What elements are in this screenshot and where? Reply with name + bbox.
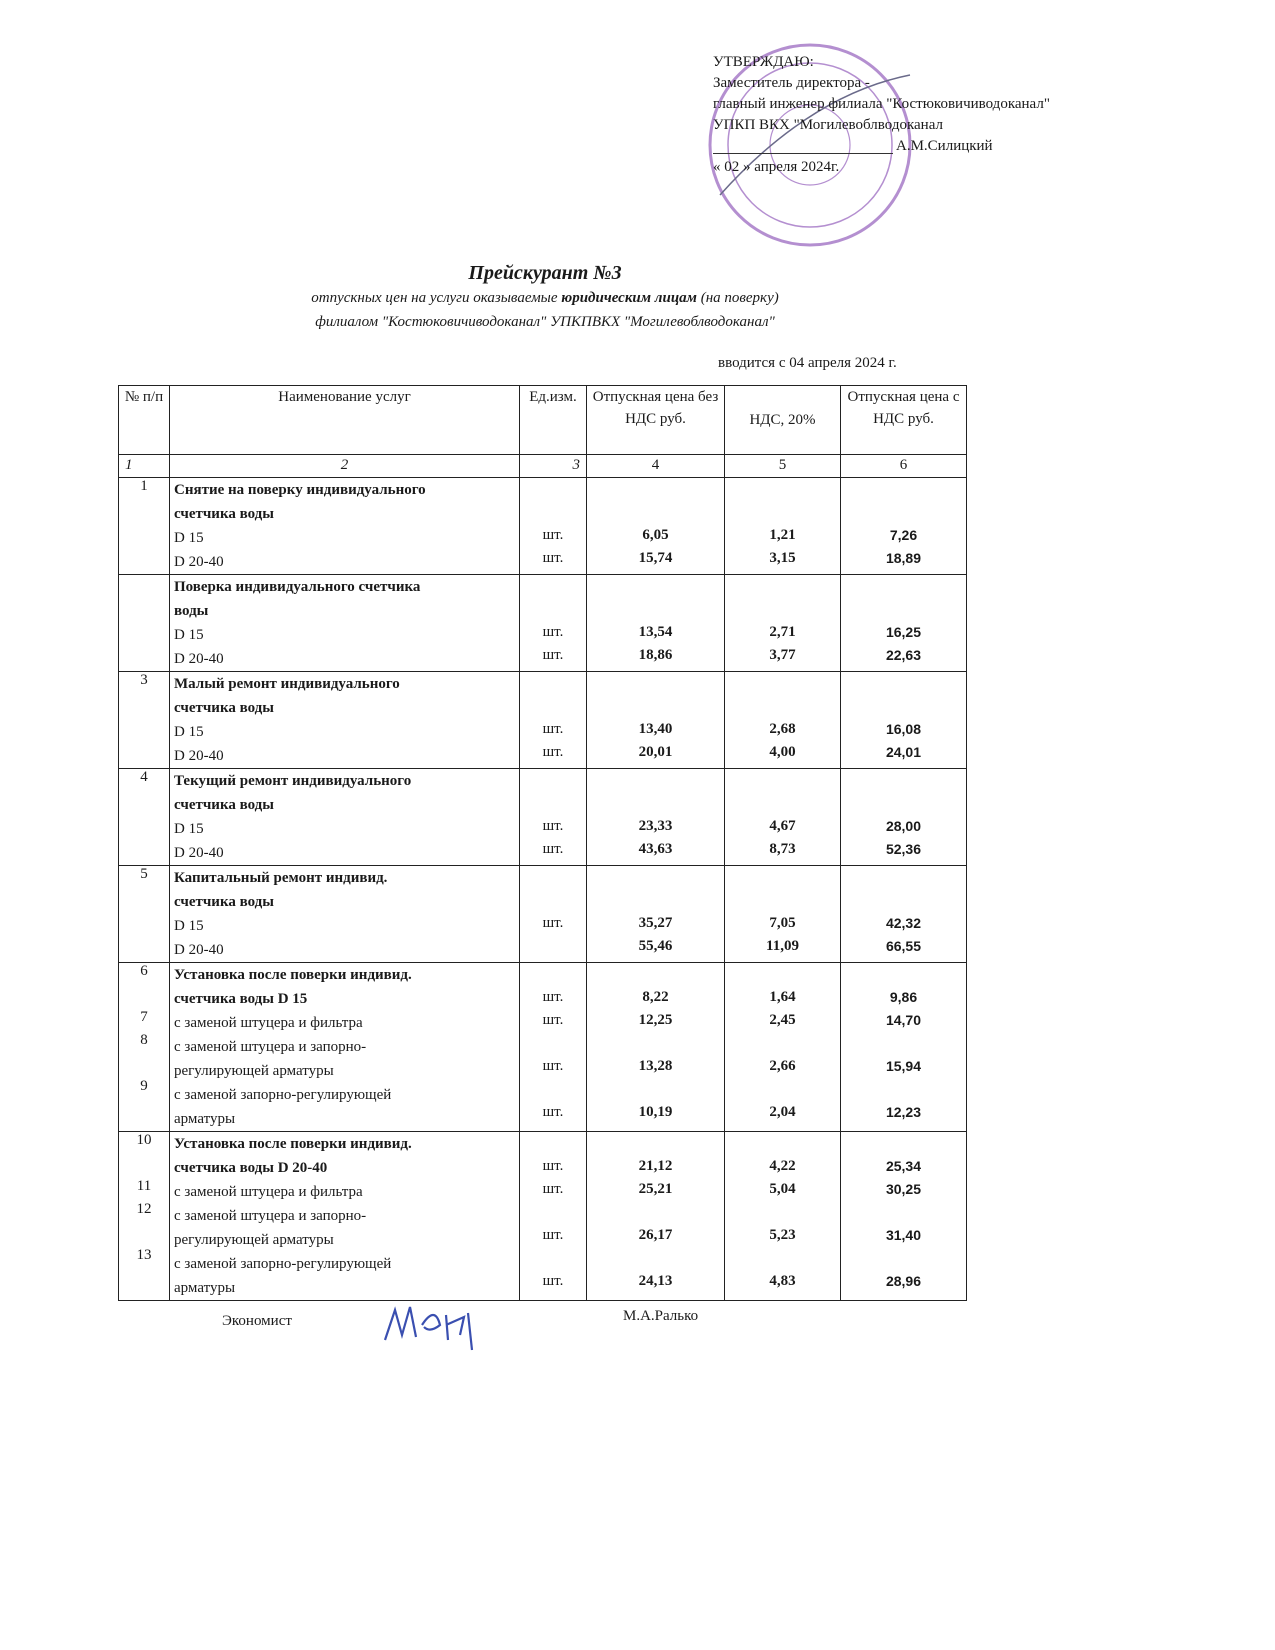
vat-amount-line: 2,71 (769, 624, 796, 640)
price-with-vat-line: 28,96 (885, 1273, 922, 1289)
price-with-vat-line (845, 1078, 962, 1101)
service-name-line: счетчика воды (174, 506, 274, 522)
vat-amount-line: 5,04 (769, 1181, 796, 1197)
vat-amount-line (729, 1032, 836, 1055)
vat-amount-line: 2,45 (769, 1012, 796, 1028)
vat-amount-line: 2,04 (769, 1104, 796, 1120)
row-number-line (123, 986, 165, 1009)
approval-signature-line (713, 136, 1183, 157)
price-without-vat (587, 1132, 725, 1301)
row-number-line: 3 (140, 672, 148, 688)
approval-position: Заместитель директора - (713, 75, 870, 91)
price-without-vat (587, 575, 725, 672)
service-name-line: с заменой запорно-регулирующей (174, 1087, 392, 1103)
table-row (119, 672, 967, 769)
service-name-line: Текущий ремонт индивидуального (174, 773, 412, 789)
unit-line (524, 866, 582, 889)
vat-amount-line: 8,73 (769, 841, 796, 857)
price-without-vat-line (591, 598, 720, 621)
vat-amount-line (729, 598, 836, 621)
price-without-vat-line (591, 672, 720, 695)
unit-line (524, 935, 582, 958)
unit-line: шт. (542, 915, 564, 931)
price-without-vat-line (591, 792, 720, 815)
row-number (119, 769, 170, 866)
vat-amount-line: 4,83 (769, 1273, 796, 1289)
price-with-vat-line (845, 792, 962, 815)
price-with-vat (841, 866, 967, 963)
price-with-vat-line (845, 1201, 962, 1224)
row-number-line: 8 (140, 1032, 148, 1048)
unit-line (524, 769, 582, 792)
unit-line: шт. (542, 647, 564, 663)
header-unit: Ед.изм. (520, 386, 587, 455)
vat-amount-line (729, 889, 836, 912)
row-number-line (123, 1155, 165, 1178)
unit-line (524, 1132, 582, 1155)
vat-amount-line (729, 695, 836, 718)
price-without-vat-line (591, 501, 720, 524)
service-name-line: D 15 (174, 821, 204, 837)
price-without-vat-line: 20,01 (638, 744, 673, 760)
column-numbers-row (119, 455, 967, 478)
price-with-vat-line: 16,08 (885, 721, 922, 737)
price-with-vat-line (845, 672, 962, 695)
row-number (119, 866, 170, 963)
service-name-line: воды (174, 603, 209, 619)
price-with-vat (841, 963, 967, 1132)
signature-icon (380, 1295, 490, 1355)
price-without-vat-line: 43,63 (638, 841, 673, 857)
unit-line (524, 695, 582, 718)
price-with-vat-line: 28,00 (885, 818, 922, 834)
price-with-vat (841, 672, 967, 769)
vat-amount-line: 3,15 (769, 550, 796, 566)
service-name-line: счетчика воды (174, 894, 274, 910)
price-with-vat-line: 31,40 (885, 1227, 922, 1243)
price-without-vat-line: 25,21 (638, 1181, 673, 1197)
price-without-vat-line: 13,40 (638, 721, 673, 737)
row-number (119, 963, 170, 1132)
price-with-vat-line (845, 1132, 962, 1155)
price-without-vat-line (591, 575, 720, 598)
price-without-vat-line: 18,86 (638, 647, 673, 663)
vat-amount-line: 3,77 (769, 647, 796, 663)
footer-role: Экономист (222, 1313, 292, 1329)
price-without-vat-line (591, 695, 720, 718)
service-name-line: Поверка индивидуального счетчика (174, 579, 421, 595)
unit-line: шт. (542, 1181, 564, 1197)
service-name-line: счетчика воды (174, 700, 274, 716)
header-number: № п/п (119, 386, 170, 455)
price-without-vat-line: 35,27 (638, 915, 673, 931)
price-table (118, 385, 967, 1301)
footer-name: М.А.Ралько (623, 1308, 699, 1324)
unit-line: шт. (542, 550, 564, 566)
vat-amount-line: 4,00 (769, 744, 796, 760)
price-with-vat (841, 575, 967, 672)
page-title: Прейскурант №3 (468, 262, 622, 284)
price-without-vat (587, 478, 725, 575)
service-name-line: Капитальный ремонт индивид. (174, 870, 388, 886)
price-with-vat-line (845, 575, 962, 598)
row-number-line: 1 (140, 478, 148, 494)
service-name-line: арматуры (174, 1280, 236, 1296)
vat-amount (725, 1132, 841, 1301)
row-number-line: 10 (136, 1132, 152, 1148)
vat-amount-line: 11,09 (766, 938, 799, 954)
price-with-vat-line (845, 769, 962, 792)
price-with-vat-line (845, 1032, 962, 1055)
price-without-vat-line: 24,13 (638, 1273, 673, 1289)
price-without-vat-line: 13,28 (638, 1058, 673, 1074)
table-row (119, 963, 967, 1132)
vat-amount-line (729, 575, 836, 598)
service-name (170, 769, 520, 866)
service-name-line: с заменой запорно-регулирующей (174, 1256, 392, 1272)
unit-line (524, 478, 582, 501)
unit-line (524, 1201, 582, 1224)
table-row (119, 769, 967, 866)
price-with-vat (841, 478, 967, 575)
row-number-line (123, 1270, 165, 1293)
service-name-line: D 20-40 (174, 942, 224, 958)
effective-date: вводится с 04 апреля 2024 г. (718, 355, 897, 371)
vat-amount (725, 963, 841, 1132)
unit-line (524, 1247, 582, 1270)
price-with-vat (841, 769, 967, 866)
price-with-vat-line: 7,26 (889, 527, 918, 543)
unit-line: шт. (542, 1158, 564, 1174)
service-name-line: Снятие на поверку индивидуального (174, 482, 426, 498)
price-with-vat-line: 18,89 (885, 550, 922, 566)
vat-amount-line (729, 792, 836, 815)
price-without-vat (587, 672, 725, 769)
price-with-vat-line (845, 866, 962, 889)
unit-line (524, 598, 582, 621)
unit (520, 769, 587, 866)
price-without-vat-line (591, 1247, 720, 1270)
vat-amount (725, 866, 841, 963)
table-row (119, 866, 967, 963)
price-without-vat-line: 6,05 (642, 527, 669, 543)
service-name-line: Установка после поверки индивид. (174, 967, 412, 983)
vat-amount-line: 1,64 (769, 989, 796, 1005)
vat-amount-line (729, 478, 836, 501)
price-with-vat-line: 66,55 (885, 938, 922, 954)
service-name-line: с заменой штуцера и запорно- (174, 1208, 367, 1224)
row-number-line (123, 1055, 165, 1078)
column-number: 2 (170, 455, 520, 478)
unit (520, 1132, 587, 1301)
unit (520, 963, 587, 1132)
price-with-vat-line (845, 478, 962, 501)
price-without-vat-line: 55,46 (638, 938, 673, 954)
service-name-line: Установка после поверки индивид. (174, 1136, 412, 1152)
unit-line: шт. (542, 1058, 564, 1074)
approval-signer: А.М.Силицкий (896, 138, 993, 154)
service-name-line: Малый ремонт индивидуального (174, 676, 400, 692)
price-without-vat (587, 963, 725, 1132)
subtitle-line-2: филиалом "Костюковичиводоканал" УПКПВКХ "Могилевоблводоканал" (315, 314, 775, 330)
unit-line (524, 575, 582, 598)
vat-amount (725, 769, 841, 866)
header-vat: НДС, 20% (725, 386, 841, 455)
unit-line: шт. (542, 841, 564, 857)
vat-amount-line (729, 1247, 836, 1270)
service-name-line: регулирующей арматуры (174, 1063, 334, 1079)
price-without-vat-line: 21,12 (638, 1158, 673, 1174)
row-number-line: 4 (140, 769, 148, 785)
price-with-vat-line: 42,32 (885, 915, 922, 931)
service-name-line: D 15 (174, 627, 204, 643)
unit-line: шт. (542, 721, 564, 737)
unit-line (524, 1032, 582, 1055)
service-name-line: счетчика воды (174, 797, 274, 813)
vat-amount (725, 478, 841, 575)
table-row (119, 575, 967, 672)
row-number (119, 672, 170, 769)
price-with-vat (841, 1132, 967, 1301)
service-name-line: с заменой штуцера и фильтра (174, 1184, 363, 1200)
vat-amount-line (729, 672, 836, 695)
row-number-line: 6 (140, 963, 148, 979)
header-price-without-vat: Отпускная цена без НДС руб. (587, 386, 725, 455)
vat-amount-line (729, 866, 836, 889)
row-number-line (123, 575, 165, 598)
price-without-vat (587, 769, 725, 866)
row-number-line: 5 (140, 866, 148, 882)
price-with-vat-line: 14,70 (885, 1012, 922, 1028)
vat-amount-line (729, 501, 836, 524)
row-number-line: 9 (140, 1078, 148, 1094)
approval-block (713, 52, 1183, 178)
vat-amount-line (729, 1132, 836, 1155)
service-name (170, 575, 520, 672)
price-without-vat-line: 23,33 (638, 818, 673, 834)
price-without-vat-line: 12,25 (638, 1012, 673, 1028)
unit-line (524, 501, 582, 524)
vat-amount-line: 4,22 (769, 1158, 796, 1174)
price-without-vat-line: 15,74 (638, 550, 673, 566)
row-number-line (123, 1224, 165, 1247)
vat-amount-line: 4,67 (769, 818, 796, 834)
price-with-vat-line (845, 889, 962, 912)
price-with-vat-line (845, 963, 962, 986)
price-with-vat-line: 24,01 (885, 744, 922, 760)
service-name-line: регулирующей арматуры (174, 1232, 334, 1248)
row-number-line: 11 (136, 1178, 152, 1194)
price-with-vat-line: 12,23 (885, 1104, 922, 1120)
price-with-vat-line: 9,86 (889, 989, 918, 1005)
price-without-vat-line: 10,19 (638, 1104, 673, 1120)
price-without-vat-line (591, 1032, 720, 1055)
price-without-vat-line (591, 866, 720, 889)
unit (520, 672, 587, 769)
table-header-row (119, 386, 967, 455)
service-name-line: D 20-40 (174, 845, 224, 861)
price-with-vat-line: 30,25 (885, 1181, 922, 1197)
unit-line: шт. (542, 818, 564, 834)
price-without-vat-line: 8,22 (642, 989, 669, 1005)
service-name-line: счетчика воды D 15 (174, 991, 308, 1007)
price-with-vat-line: 25,34 (885, 1158, 922, 1174)
header-service-name: Наименование услуг (170, 386, 520, 455)
price-with-vat-line (845, 1247, 962, 1270)
service-name-line: с заменой штуцера и фильтра (174, 1015, 363, 1031)
service-name-line: арматуры (174, 1111, 236, 1127)
service-name (170, 963, 520, 1132)
table-body (119, 478, 967, 1301)
service-name (170, 478, 520, 575)
approval-organization: УПКП ВКХ "Могилевоблводоканал (713, 117, 943, 133)
vat-amount-line (729, 1201, 836, 1224)
row-number-line (123, 1101, 165, 1124)
unit-line: шт. (542, 1273, 564, 1289)
price-with-vat-line: 15,94 (885, 1058, 922, 1074)
unit-line (524, 1078, 582, 1101)
table-row (119, 1132, 967, 1301)
vat-amount (725, 672, 841, 769)
row-number (119, 478, 170, 575)
vat-amount-line: 1,21 (769, 527, 796, 543)
unit-line: шт. (542, 744, 564, 760)
service-name-line: D 20-40 (174, 651, 224, 667)
price-without-vat-line (591, 1132, 720, 1155)
service-name-line: D 15 (174, 724, 204, 740)
row-number-line: 7 (140, 1009, 148, 1025)
column-number: 1 (119, 455, 170, 478)
price-with-vat-line: 22,63 (885, 647, 922, 663)
price-without-vat-line: 13,54 (638, 624, 673, 640)
price-without-vat-line (591, 478, 720, 501)
column-number: 5 (725, 455, 841, 478)
vat-amount-line (729, 769, 836, 792)
row-number-line: 13 (136, 1247, 152, 1263)
approval-heading: УТВЕРЖДАЮ: (713, 54, 814, 70)
header-price-with-vat: Отпускная цена с НДС руб. (841, 386, 967, 455)
unit-line: шт. (542, 527, 564, 543)
service-name (170, 866, 520, 963)
price-with-vat-line (845, 695, 962, 718)
vat-amount (725, 575, 841, 672)
service-name-line: D 20-40 (174, 748, 224, 764)
unit (520, 575, 587, 672)
unit-line: шт. (542, 1012, 564, 1028)
unit (520, 866, 587, 963)
price-with-vat-line: 16,25 (885, 624, 922, 640)
service-name (170, 672, 520, 769)
unit-line (524, 792, 582, 815)
unit-line (524, 963, 582, 986)
unit-line: шт. (542, 989, 564, 1005)
approval-position-2: главный инженер филиала "Костюковичиводоканал" (713, 96, 1050, 112)
price-without-vat-line (591, 1078, 720, 1101)
vat-amount-line: 5,23 (769, 1227, 796, 1243)
service-name-line: счетчика воды D 20-40 (174, 1160, 328, 1176)
unit (520, 478, 587, 575)
unit-line: шт. (542, 1227, 564, 1243)
price-with-vat-line (845, 501, 962, 524)
service-name-line: D 20-40 (174, 554, 224, 570)
service-name-line: D 15 (174, 918, 204, 934)
price-without-vat-line: 26,17 (638, 1227, 673, 1243)
service-name-line: D 15 (174, 530, 204, 546)
unit-line (524, 672, 582, 695)
service-name (170, 1132, 520, 1301)
price-without-vat-line (591, 889, 720, 912)
unit-line: шт. (542, 1104, 564, 1120)
vat-amount-line: 2,68 (769, 721, 796, 737)
approval-date: « 02 » апреля 2024г. (713, 159, 840, 175)
row-number (119, 1132, 170, 1301)
vat-amount-line: 7,05 (769, 915, 796, 931)
subtitle-line-1: отпускных цен на услуги оказываемые юридическим лицам (на поверку) (311, 290, 779, 306)
price-without-vat-line (591, 1201, 720, 1224)
vat-amount-line (729, 963, 836, 986)
column-number: 4 (587, 455, 725, 478)
row-number (119, 575, 170, 672)
row-number-line: 12 (136, 1201, 152, 1217)
price-without-vat-line (591, 769, 720, 792)
price-without-vat (587, 866, 725, 963)
unit-line: шт. (542, 624, 564, 640)
price-with-vat-line (845, 598, 962, 621)
unit-line (524, 889, 582, 912)
vat-amount-line: 2,66 (769, 1058, 796, 1074)
vat-amount-line (729, 1078, 836, 1101)
column-number: 6 (841, 455, 967, 478)
price-without-vat-line (591, 963, 720, 986)
column-number: 3 (520, 455, 587, 478)
table-row (119, 478, 967, 575)
service-name-line: с заменой штуцера и запорно- (174, 1039, 367, 1055)
price-with-vat-line: 52,36 (885, 841, 922, 857)
